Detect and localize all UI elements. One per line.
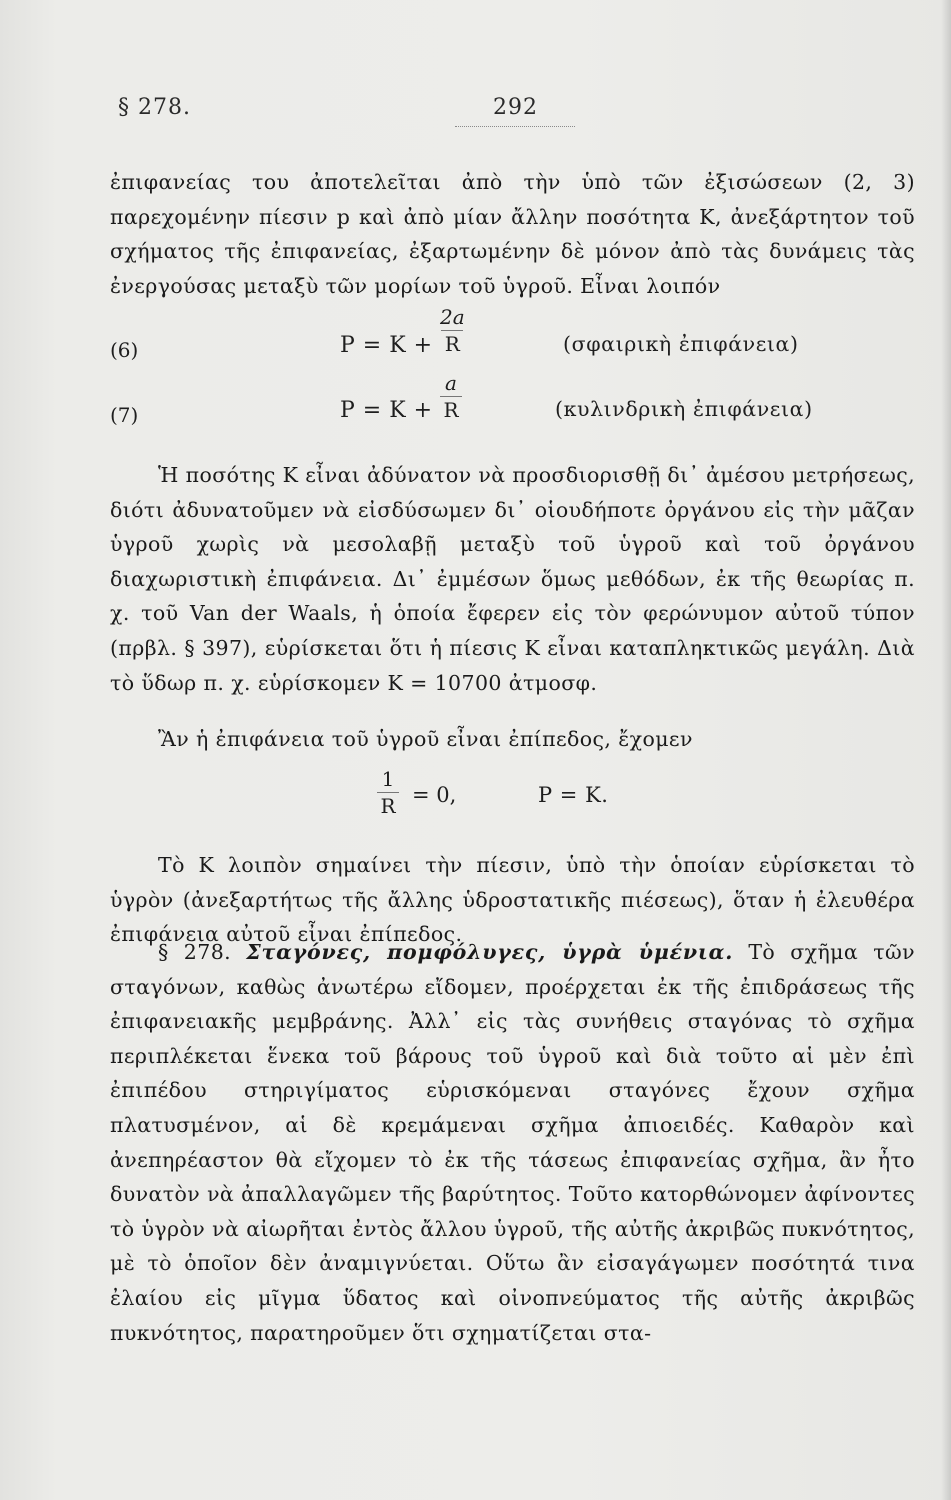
page-binding-shadow — [941, 0, 951, 1500]
equation-7-lhs: P = K + — [340, 398, 433, 423]
equation-6-denominator: R — [444, 332, 460, 356]
section-title: Σταγόνες, πομφόλυγες, ὑγρὰ ὑμένια. — [246, 940, 734, 964]
equation-6-number: (6) — [110, 338, 139, 362]
equation-7-fraction — [440, 370, 462, 423]
equation-8-rhs: = 0, — [412, 783, 457, 807]
equation-7-number: (7) — [110, 403, 139, 427]
body-paragraph-3: Ἂν ἡ ἐπιφάνεια τοῦ ὑγροῦ εἶναι ἐπίπεδος, ἔχομεν — [158, 727, 693, 751]
equation-8-second: P = K. — [538, 783, 609, 807]
equation-8-denominator: R — [380, 794, 396, 818]
running-section-marker: § 278. — [118, 95, 191, 120]
body-paragraph-1: ἐπιφανείας του ἀποτελεῖται ἀπὸ τὴν ὑπὸ τῶν ἐξισώσεων (2, 3) παρεχομένην πίεσιν p καὶ ἀπὸ μίαν ἄλλην ποσότητα Κ, ἀνεξάρτητον τοῦ σχήματος τῆς ἐπιφανείας, ἐξαρτωμένην δὲ μόνον ἀπὸ τὰς δυνάμεις τὰς ἐνεργούσας μεταξὺ τῶν μορίων τοῦ ὑγροῦ. Εἶναι λοιπόν — [110, 170, 915, 298]
body-paragraph-2: Ἡ ποσότης Κ εἶναι ἀδύνατον νὰ προσδιορισθῇ δι᾽ ἀμέσου μετρήσεως, διότι ἀδυνατοῦμεν νὰ εἰσδύσωμεν δι᾽ οἱουδήποτε ὀργάνου εἰς τὴν μᾶζαν ὑγροῦ χωρὶς νὰ μεσολαβῇ μεταξὺ τοῦ ὑγροῦ καὶ τοῦ ὀργάνου διαχωριστικὴ ἐπιφάνεια. Δι᾽ ἐμμέσων ὅμως μεθόδων, ἐκ τῆς θεωρίας π. χ. τοῦ Van der Waals, ἡ ὁποία ἔφερεν εἰς τὸν φερώνυμον αὐτοῦ τύπον (πρβλ. § 397), εὑρίσκεται ὅτι ἡ πίεσις Κ εἶναι καταπληκτικῶς μεγάλη. Διὰ τὸ ὕδωρ π. χ. εὑρίσκομεν Κ = 10700 ἀτμοσφ. — [110, 463, 916, 695]
equation-6-numerator: 2a — [440, 305, 465, 329]
equation-6-note: (σφαιρικὴ ἐπιφάνεια) — [563, 332, 799, 356]
equation-8-fraction — [377, 766, 399, 819]
equation-7-numerator: a — [445, 371, 457, 395]
section-number: § 278. — [158, 940, 232, 964]
page-number: 292 — [493, 95, 538, 120]
section-278-paragraph — [110, 935, 915, 1350]
body-paragraph-4: Τὸ Κ λοιπὸν σημαίνει τὴν πίεσιν, ὑπὸ τὴν ὁποίαν εὑρίσκεται τὸ ὑγρὸν (ἀνεξαρτήτως τῆς ἄλλης ὑδροστατικῆς πιέσεως), ὅταν ἡ ἐλευθέρα ἐπιφάνεια αὐτοῦ εἶναι ἐπίπεδος. — [110, 853, 915, 947]
equation-6-fraction — [440, 304, 465, 357]
equation-8-numerator: 1 — [381, 767, 395, 791]
equation-7-note: (κυλινδρικὴ ἐπιφάνεια) — [555, 397, 813, 421]
equation-6-lhs: P = K + — [340, 333, 433, 358]
equation-7-denominator: R — [443, 398, 459, 422]
header-divider — [455, 126, 575, 127]
section-body-text: Τὸ σχῆμα τῶν σταγόνων, καθὼς ἀνωτέρω εἴδομεν, προέρχεται ἐκ τῆς ἐπιδράσεως τῆς ἐπιφανειακῆς μεμβράνης. Ἀλλ᾽ εἰς τὰς συνήθεις σταγόνας τὸ σχῆμα περιπλέκεται ἕνεκα τοῦ βάρους τοῦ ὑγροῦ καὶ διὰ τοῦτο αἱ μὲν ἐπὶ ἐπιπέδου στηριγίματος εὑρισκόμεναι σταγόνες ἔχουν σχῆμα πλατυσμένον, αἱ δὲ κρεμάμεναι σχῆμα ἀπιοειδές. Καθαρὸν καὶ ἀνεπηρέαστον θὰ εἴχομεν τὸ ἐκ τῆς τάσεως ἐπιφανείας σχῆμα, ἂν ἦτο δυνατὸν νὰ ἀπαλλαγῶμεν τῆς βαρύτητος. Τοῦτο κατορθώνομεν ἀφίνοντες τὸ ὑγρὸν νὰ αἰωρῆται ἐντὸς ἄλλου ὑγροῦ, τῆς αὐτῆς ἀκριβῶς πυκνότητος, μὲ τὸ ὁποῖον δὲν ἀναμιγνύεται. Οὕτω ἂν εἰσαγάγωμεν ποσότητά τινα ἐλαίου εἰς μῖγμα ὕδατος καὶ οἰνοπνεύματος τῆς αὐτῆς ἀκριβῶς πυκνότητος, παρατηροῦμεν ὅτι σχηματίζεται στα- — [110, 940, 916, 1345]
